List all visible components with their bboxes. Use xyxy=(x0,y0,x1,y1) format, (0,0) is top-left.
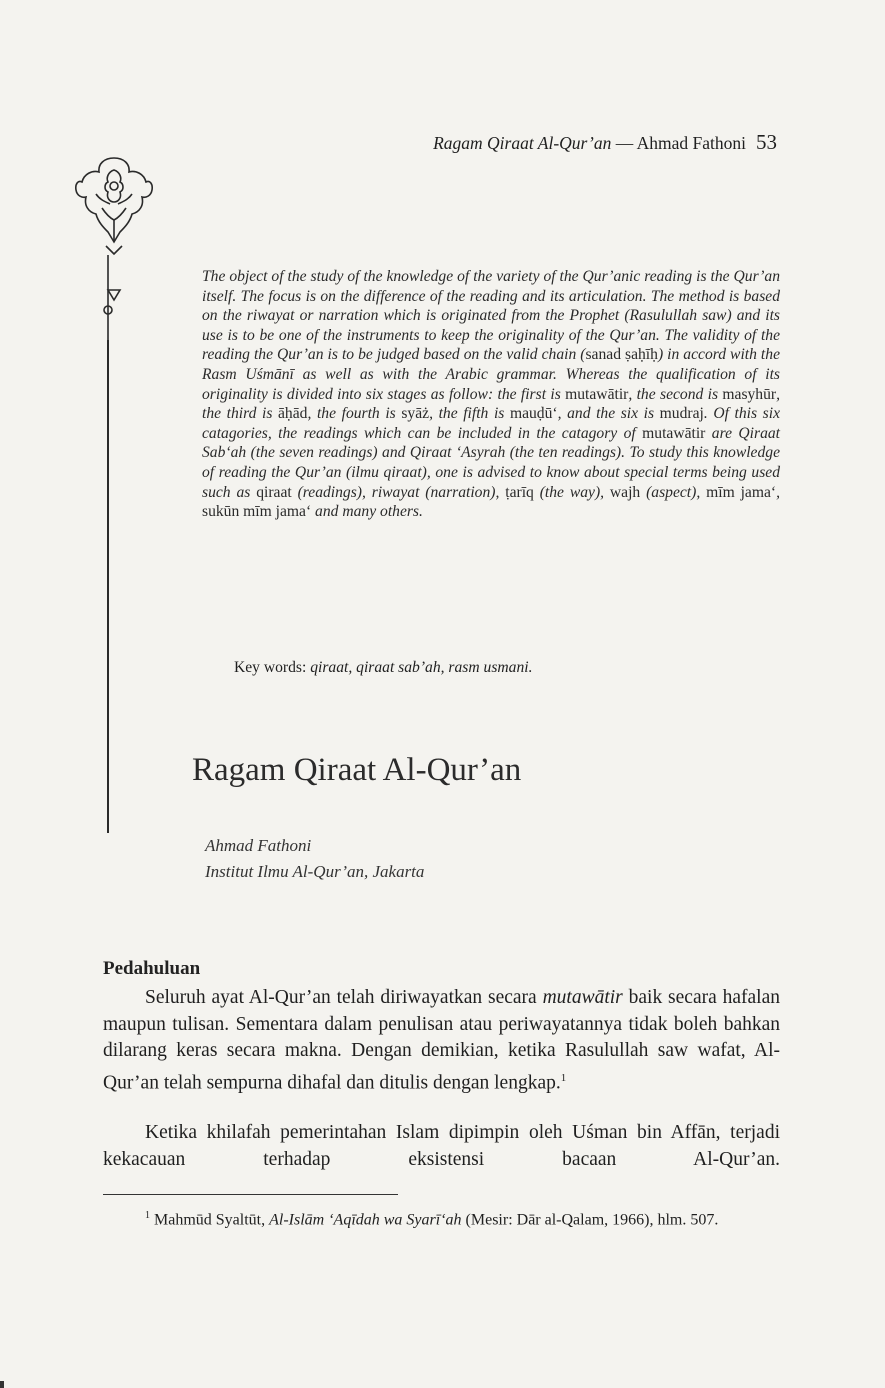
keywords-line xyxy=(234,659,532,677)
abstract-term: ṭarīq xyxy=(505,483,534,501)
section-heading: Pedahuluan xyxy=(103,958,201,979)
footnote-divider xyxy=(103,1194,398,1195)
abstract-text: are Qiraat Sab‘ah (the seven readings) and Qiraat ‘Asyrah (the ten readings). To study this knowledge of reading the Qur’an (ilmu qiraat), one is advised to know about special terms being used such as xyxy=(202,424,780,501)
abstract-term: mutawātir xyxy=(565,385,629,403)
abstract-term: sukūn mīm jama‘ xyxy=(202,503,312,521)
abstract-text: (readings), riwayat (narration), xyxy=(291,483,506,501)
author-affiliation: Institut Ilmu Al-Qur’an, Jakarta xyxy=(205,862,425,881)
running-title: Ragam Qiraat Al-Qur’an xyxy=(433,133,612,153)
keywords-label: Key words: xyxy=(234,659,311,676)
abstract-text: , the fourth is xyxy=(307,405,402,423)
abstract-term: mudraj xyxy=(659,405,704,423)
arabesque-ornament xyxy=(74,150,154,340)
footnote xyxy=(103,1205,780,1230)
abstract-text: , and the six is xyxy=(557,405,660,423)
abstract-text: , xyxy=(776,483,780,501)
footnote-marker: 1 xyxy=(145,1210,150,1221)
abstract-text: ) in accord with the Rasm Uśmānī as well as with the Arabic grammar. Whereas the qualification of its originality is divided into six stages as follow: the first is xyxy=(202,346,780,403)
body-text: Ketika khilafah pemerintahan Islam dipimpin oleh Uśman bin Affān, terjadi kekacauan terhadap eksistensi bacaan Al-Qur’an. xyxy=(103,1122,780,1170)
abstract-text: (the way), xyxy=(533,483,610,501)
running-header-dash: — xyxy=(611,133,637,153)
footnote-text: (Mesir: Dār al-Qalam, 1966), hlm. 507. xyxy=(461,1211,719,1229)
body-paragraph-1 xyxy=(103,985,780,1097)
abstract-text: and many others. xyxy=(311,503,423,521)
scan-edge-mark xyxy=(0,1381,4,1388)
abstract-term: qiraat xyxy=(256,483,292,501)
abstract-text: . Of this six catagories, the readings which can be included in the catagory of xyxy=(202,405,780,442)
abstract-term: syāż xyxy=(401,405,430,423)
footnote-source-title: Al-Islām ‘Aqīdah wa Syarī‘ah xyxy=(269,1211,462,1229)
article-title: Ragam Qiraat Al-Qur’an xyxy=(192,752,522,788)
running-author: Ahmad Fathoni xyxy=(636,133,746,153)
running-header xyxy=(433,130,777,155)
decorative-vertical-rule xyxy=(107,340,109,833)
keywords-value: qiraat, qiraat sab’ah, rasm usmani. xyxy=(310,659,533,676)
author-name: Ahmad Fathoni xyxy=(205,836,312,855)
abstract-term: masyhūr xyxy=(722,385,777,403)
abstract-text: (aspect), xyxy=(640,483,707,501)
abstract-term: wajh xyxy=(609,483,641,501)
abstract-text: The object of the study of the knowledge of the variety of the Qur’anic reading is the Qur’an itself. The focus is on the difference of the reading and its articulation. The method is based on the riwayat or narration which is originated from the Prophet (Rasulullah saw) and its use is to be one of the instruments to keep the originality of the Qur’an. The validity of the reading the Qur’an is to be judged based on the valid chain ( xyxy=(202,268,780,364)
body-text: Seluruh ayat Al-Qur’an telah diriwayatkan secara xyxy=(145,987,543,1008)
english-abstract xyxy=(202,267,780,522)
abstract-text: , the fifth is xyxy=(429,405,510,423)
abstract-text: , the second is xyxy=(628,385,723,403)
body-paragraph-2 xyxy=(103,1120,780,1173)
abstract-term: mīm jama‘ xyxy=(706,483,777,501)
abstract-term: mutawātir xyxy=(642,424,706,442)
footnote-text: Mahmūd Syaltūt, xyxy=(150,1211,270,1229)
body-emphasis: mutawātir xyxy=(542,987,623,1008)
abstract-term: mauḍū‘ xyxy=(509,405,558,423)
abstract-term: sanad ṣaḥīḥ xyxy=(585,346,658,364)
abstract-text: , the third is xyxy=(202,385,780,423)
body-text: baik secara hafalan maupun tulisan. Sementara dalam penulisan atau periwayatannya tidak boleh bahkan dilarang keras secara makna. Dengan demikian, ketika Rasulullah saw wafat, Al-Qur’an telah sempurna dihafal dan ditulis dengan lengkap. xyxy=(103,987,781,1093)
footnote-reference[interactable]: 1 xyxy=(560,1071,567,1084)
page-number: 53 xyxy=(756,130,777,154)
abstract-term: āḥād xyxy=(278,405,308,423)
